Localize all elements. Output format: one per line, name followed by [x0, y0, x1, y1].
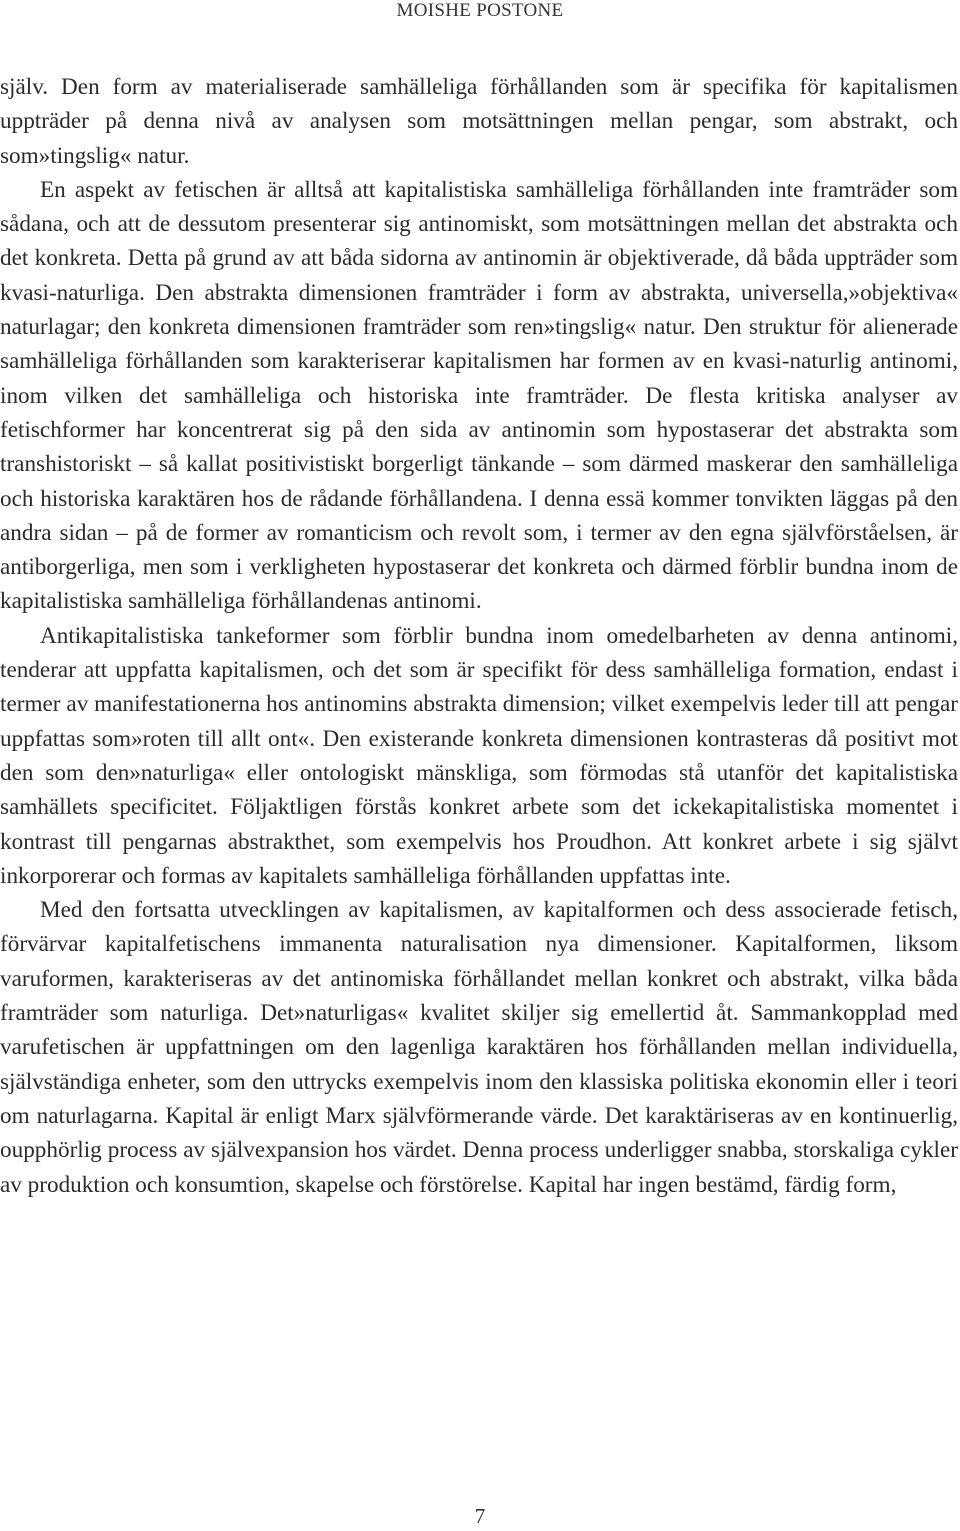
paragraph: Med den fortsatta utvecklingen av kapitalismen, av kapitalformen och dess associerade fetisch, förvärvar kapitalfetischens immanenta naturalisation nya dimensioner. Kapitalformen, liksom varuformen, karakteriseras av det antinomiska förhållandet mellan konkret och abstrakt, vilka båda framträder som naturliga. Det»naturligas« kvalitet skiljer sig emellertid åt. Sammankopplad med varufetischen är uppfattningen om den lagenliga karaktären hos förhållanden mellan individuella, självständiga enheter, som den uttrycks exempelvis inom den klassiska politiska ekonomin eller i teori om naturlagarna. Kapital är enligt Marx självförmerande värde. Det karaktäriseras av en kontinuerlig, oupphörlig process av självexpansion hos värdet. Denna process underligger snabba, storskaliga cykler av produktion och konsumtion, skapelse och förstörelse. Kapital har ingen bestämd, färdig form,: [0, 897, 958, 1198]
paragraph-continued: själv. Den form av materialiserade samhälleliga förhållanden som är specifika för kapitalismen uppträder på denna nivå av analysen som motsättningen mellan pengar, som abstrakt, och som»tingslig« natur.: [0, 74, 958, 169]
page-number: 7: [474, 1504, 486, 1528]
paragraph: Antikapitalistiska tankeformer som förblir bundna inom omedelbarheten av denna antinomi, tenderar att uppfatta kapitalismen, och det som är specifikt för dess samhälleliga formation, endast i termer av manifestationerna hos antinomins abstrakta dimension; vilket exempelvis leder till att pengar uppfattas som»roten till allt ont«. Den existerande konkreta dimensionen kontrasteras då positivt mot den som den»naturliga« eller ontologiskt mänskliga, som förmodas stå utanför det kapitalistiska samhällets specificitet. Följaktligen förstås konkret arbete som det ickekapitalistiska momentet i kontrast till pengarnas abstrakthet, som exempelvis hos Proudhon. Att konkret arbete i sig självt inkorporerar och formas av kapitalets samhälleliga förhållanden uppfattas inte.: [0, 622, 958, 889]
running-head: MOISHE POSTONE: [396, 0, 564, 21]
paragraph: En aspekt av fetischen är alltså att kapitalistiska samhälleliga förhållanden inte framträder som sådana, och att de dessutom presenterar sig antinomiskt, som motsättningen mellan det abstrakta och det konkreta. Detta på grund av att båda sidorna av antinomin är objektiverade, då båda uppträder som kvasi-naturliga. Den abstrakta dimensionen framträder i form av abstrakta, universella,»objektiva« naturlagar; den konkreta dimensionen framträder som ren»tingslig« natur. Den struktur för alienerade samhälleliga förhållanden som karakteriserar kapitalismen har formen av en kvasi-naturlig antinomi, inom vilken det samhälleliga och historiska inte framträder. De flesta kritiska analyser av fetischformer har koncentrerat sig på den sida av antinomin som hypostaserar det abstrakta som transhistoriskt – så kallat positivistiskt borgerligt tänkande – som därmed maskerar den samhälleliga och historiska karaktären hos de rådande förhållandena. I denna essä kommer tonvikten läggas på den andra sidan – på de former av romanticism och revolt som, i termer av den egna självförståelsen, är antiborgerliga, men som i verkligheten hypostaserar det konkreta och därmed förblir bundna inom de kapitalistiska samhälleliga förhållandenas antinomi.: [0, 176, 958, 615]
body-text: [0, 70, 958, 1202]
